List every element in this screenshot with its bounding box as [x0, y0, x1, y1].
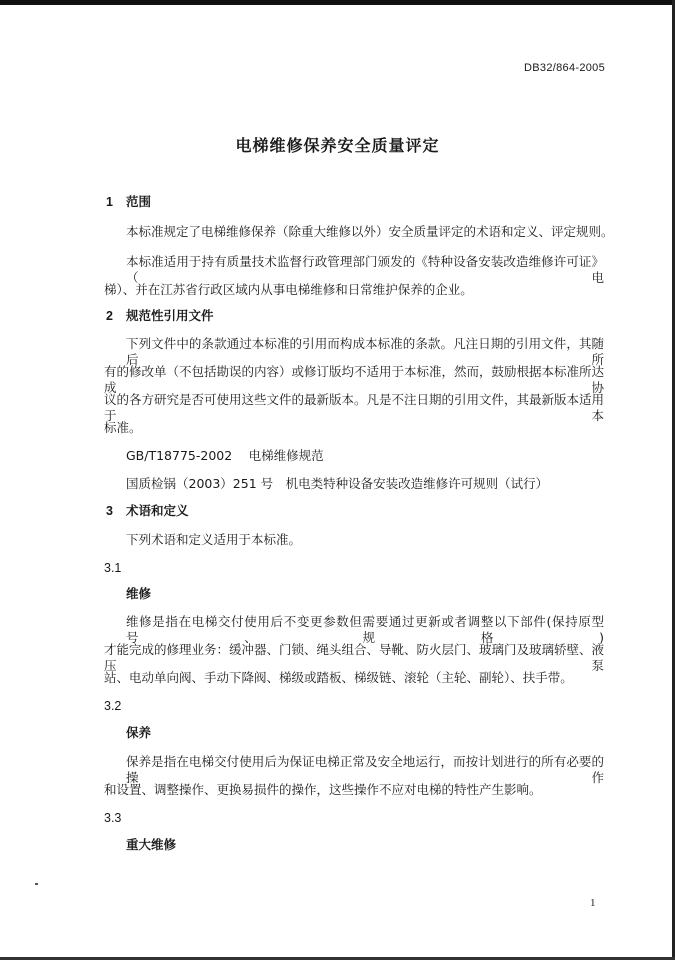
section-3-number: 3	[106, 504, 113, 518]
section-1-number: 1	[106, 195, 113, 209]
clause-3-1-number: 3.1	[104, 561, 122, 575]
clause-3-2-line-1: 保养是指在电梯交付使用后为保证电梯正常及安全地运行，而按计划进行的所有必要的操作	[126, 754, 604, 785]
page-number: 1	[590, 897, 596, 909]
clause-3-2-number: 3.2	[104, 699, 122, 713]
clause-3-2-line-2: 和设置、调整操作、更换易损件的操作，这些操作不应对电梯的特性产生影响。	[104, 782, 542, 797]
clause-3-1-line-2: 才能完成的修理业务：缓冲器、门锁、绳头组合、导靴、防火层门、玻璃门及玻璃轿壁、液压泵	[104, 642, 605, 673]
section-2-paragraph-line-1: 下列文件中的条款通过本标准的引用而构成本标准的条款。凡注日期的引用文件，其随后所	[126, 336, 604, 367]
section-2-paragraph-line-2: 有的修改单（不包括勘误的内容）或修订版均不适用于本标准，然而，鼓励根据本标准所达成协	[104, 364, 605, 395]
section-1-heading: 范围	[126, 194, 152, 209]
section-1-paragraph-2-line-1: 本标准适用于持有质量技术监督行政管理部门颁发的《特种设备安装改造维修许可证》（电	[126, 254, 604, 285]
section-1-paragraph-2-line-2: 梯）、并在江苏省行政区域内从事电梯维修和日常维护保养的企业。	[104, 282, 473, 297]
scan-border-top	[0, 0, 675, 5]
clause-3-3-term: 重大维修	[126, 837, 177, 852]
scan-speck	[35, 883, 38, 885]
reference-guozhijianguo: 国质检锅（2003）251 号 机电类特种设备安装改造维修许可规则（试行）	[126, 476, 549, 491]
section-2-number: 2	[106, 309, 113, 323]
clause-3-1-term: 维修	[126, 586, 152, 601]
clause-3-1-line-1: 维修是指在电梯交付使用后不变更参数但需要通过更新或者调整以下部件(保持原型号、规格)	[126, 614, 604, 645]
section-3-heading: 术语和定义	[126, 503, 189, 518]
clause-3-2-term: 保养	[126, 725, 152, 740]
section-2-paragraph-line-3: 议的各方研究是否可使用这些文件的最新版本。凡是不注日期的引用文件，其最新版本适用于本	[104, 392, 605, 423]
section-1-paragraph-1: 本标准规定了电梯维修保养（除重大维修以外）安全质量评定的术语和定义、评定规则。	[126, 224, 614, 239]
document-code: DB32/864-2005	[524, 62, 605, 74]
clause-3-3-number: 3.3	[104, 811, 122, 825]
clause-3-1-line-3: 站、电动单向阀、手动下降阀、梯级或踏板、梯级链、滚轮（主轮、副轮）、扶手带。	[104, 670, 573, 685]
page-title: 电梯维修保养安全质量评定	[235, 136, 440, 155]
reference-gb-t18775: GB/T18775-2002 电梯维修规范	[126, 448, 324, 463]
section-3-intro: 下列术语和定义适用于本标准。	[126, 532, 302, 547]
section-2-heading: 规范性引用文件	[126, 308, 214, 323]
section-2-paragraph-line-4: 标准。	[104, 420, 142, 435]
